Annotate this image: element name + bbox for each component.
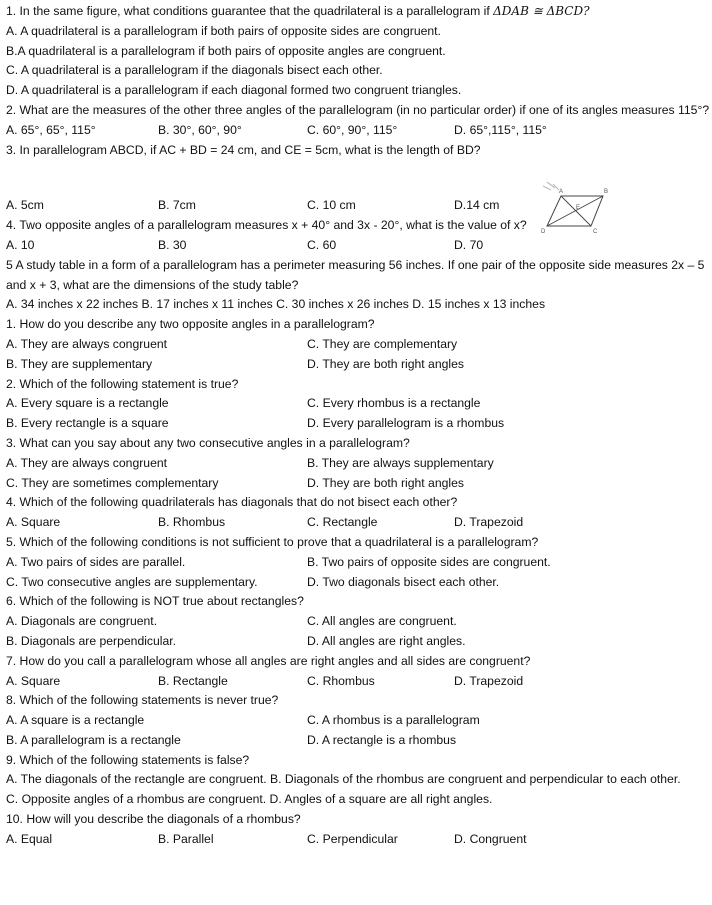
part2-question-3-stem: 3. What can you say about any two consecutive angles in a parallelogram? <box>6 435 410 450</box>
part2-question-2-row-1 <box>6 394 710 414</box>
question-2-option-a: A. 65°, 65°, 115° <box>6 122 96 137</box>
part2-question-6-option-c: C. All angles are congruent. <box>307 614 457 629</box>
part2-question-3-row-1 <box>6 454 710 474</box>
part2-question-6-row-1 <box>6 612 710 632</box>
question-2-option-d: D. 65°,115°, 115° <box>454 122 547 137</box>
question-3-stem: 3. In parallelogram ABCD, if AC + BD = 24 cm, and CE = 5cm, what is the length of BD? <box>6 142 481 157</box>
question-1-option-a: A. A quadrilateral is a parallelogram if both pairs of opposite sides are congruent. <box>6 23 441 38</box>
part2-question-10-option-b: B. Parallel <box>158 831 214 846</box>
question-2-stem: 2. What are the measures of the other three angles of the parallelogram (in no particular order) if one of its angles measures 115°? <box>6 102 710 117</box>
question-3-option-c: C. 10 cm <box>307 198 356 213</box>
question-1 <box>6 2 710 22</box>
part2-question-5-stem: 5. Which of the following conditions is not sufficient to prove that a quadrilateral is a parallelogram? <box>6 534 539 549</box>
part2-question-1-row-1 <box>6 335 710 355</box>
question-2-options <box>6 121 710 141</box>
part2-question-5-row-2 <box>6 573 710 593</box>
part2-question-8-option-d: D. A rectangle is a rhombus <box>307 732 457 747</box>
question-4-option-d: D. 70 <box>454 237 484 252</box>
part2-question-8-option-b: B. A parallelogram is a rectangle <box>6 732 181 747</box>
question-1-option-b: B.A quadrilateral is a parallelogram if both pairs of opposite angles are congruent. <box>6 43 446 58</box>
question-3-option-b: B. 7cm <box>158 198 196 213</box>
part2-question-4-option-d: D. Trapezoid <box>454 515 524 530</box>
part2-question-1-option-d: D. They are both right angles <box>307 356 464 371</box>
part2-question-10-options <box>6 830 710 850</box>
diagonal-bd <box>547 196 603 226</box>
question-3-option-d: D.14 cm <box>454 198 500 213</box>
part2-question-10-option-c: C. Perpendicular <box>307 831 398 846</box>
question-4-option-c: C. 60 <box>307 237 337 252</box>
part2-question-3-option-c: C. They are sometimes complementary <box>6 475 219 490</box>
part2-question-6-option-d: D. All angles are right angles. <box>307 633 466 648</box>
vertex-label-a: A <box>559 189 564 195</box>
question-1-congruence: ΔDAB ≅ ΔBCD? <box>493 4 590 18</box>
question-5-stem: 5 A study table in a form of a parallelogram has a perimeter measuring 56 inches. If one pair of the opposite side measures 2x – 5 and x + 3, what are the dimensions of the study table? <box>6 257 705 292</box>
parallelogram-figure <box>535 178 615 238</box>
question-5-options: A. 34 inches x 22 inches B. 17 inches x 11 inches C. 30 inches x 26 inches D. 15 inches x 13 inches <box>6 297 546 312</box>
part2-question-6-row-2 <box>6 632 710 652</box>
question-4-option-a: A. 10 <box>6 237 35 252</box>
part2-question-10-stem: 10. How will you describe the diagonals of a rhombus? <box>6 812 301 827</box>
part2-question-2-row-2 <box>6 414 710 434</box>
vertex-label-b: B <box>604 189 609 195</box>
question-1-option-c: C. A quadrilateral is a parallelogram if the diagonals bisect each other. <box>6 63 383 78</box>
part2-question-7-stem: 7. How do you call a parallelogram whose all angles are right angles and all sides are congruent? <box>6 653 531 668</box>
part2-question-4-option-c: C. Rectangle <box>307 515 378 530</box>
question-4-stem: 4. Two opposite angles of a parallelogram measures x + 40° and 3x - 20°, what is the value of x? <box>6 218 527 233</box>
part2-question-2-option-c: C. Every rhombus is a rectangle <box>307 396 481 411</box>
part2-question-9-options-cd: C. Opposite angles of a rhombus are congruent. D. Angles of a square are all right angles. <box>6 792 493 807</box>
scribble-mark <box>543 182 559 190</box>
part2-question-1-option-a: A. They are always congruent <box>6 336 168 351</box>
part2-question-2-option-a: A. Every square is a rectangle <box>6 396 169 411</box>
part2-question-4-options <box>6 513 710 533</box>
part2-question-6-option-b: B. Diagonals are perpendicular. <box>6 633 177 648</box>
part2-question-1-option-b: B. They are supplementary <box>6 356 153 371</box>
question-2-option-b: B. 30°, 60°, 90° <box>158 122 242 137</box>
part2-question-7-option-b: B. Rectangle <box>158 673 228 688</box>
part2-question-2-stem: 2. Which of the following statement is true? <box>6 376 239 391</box>
part2-question-3-option-a: A. They are always congruent <box>6 455 168 470</box>
part2-question-3-option-d: D. They are both right angles <box>307 475 464 490</box>
part2-question-10-option-a: A. Equal <box>6 831 53 846</box>
question-1-stem: 1. In the same figure, what conditions guarantee that the quadrilateral is a parallelogram if <box>6 4 494 18</box>
part2-question-1-stem: 1. How do you describe any two opposite angles in a parallelogram? <box>6 317 375 332</box>
part2-question-2-option-d: D. Every parallelogram is a rhombus <box>307 416 505 431</box>
question-3-option-a: A. 5cm <box>6 198 44 213</box>
part2-question-8-stem: 8. Which of the following statements is never true? <box>6 693 279 708</box>
question-4-option-b: B. 30 <box>158 237 187 252</box>
question-4-options <box>6 236 710 256</box>
vertex-label-c: C <box>593 229 598 235</box>
part2-question-8-option-a: A. A square is a rectangle <box>6 713 145 728</box>
part2-question-6-option-a: A. Diagonals are congruent. <box>6 614 158 629</box>
part2-question-10-option-d: D. Congruent <box>454 831 527 846</box>
part2-question-9-options-ab: A. The diagonals of the rectangle are congruent. B. Diagonals of the rhombus are congruent and perpendicular to each other. <box>6 772 681 787</box>
part2-question-8-option-c: C. A rhombus is a parallelogram <box>307 713 480 728</box>
part2-question-3-row-2 <box>6 474 710 494</box>
part2-question-7-option-c: C. Rhombus <box>307 673 375 688</box>
question-2-option-c: C. 60°, 90°, 115° <box>307 122 398 137</box>
part2-question-7-options <box>6 672 710 692</box>
part2-question-5-option-b: B. Two pairs of opposite sides are congruent. <box>307 554 551 569</box>
part2-question-1-option-c: C. They are complementary <box>307 336 458 351</box>
part2-question-6-stem: 6. Which of the following is NOT true about rectangles? <box>6 594 304 609</box>
part2-question-4-stem: 4. Which of the following quadrilaterals has diagonals that do not bisect each other? <box>6 495 458 510</box>
vertex-label-d: D <box>541 229 546 235</box>
part2-questions-1-3 <box>6 315 710 493</box>
part2-question-9-stem: 9. Which of the following statements is false? <box>6 752 250 767</box>
part2-question-8-row-1 <box>6 711 710 731</box>
sketch-marks <box>543 182 559 190</box>
part2-question-5-row-1 <box>6 553 710 573</box>
part2-question-8-row-2 <box>6 731 710 751</box>
part2-question-1-row-2 <box>6 355 710 375</box>
part2-question-5-option-c: C. Two consecutive angles are supplementary. <box>6 574 258 589</box>
worksheet <box>6 2 710 850</box>
part2-question-5-option-d: D. Two diagonals bisect each other. <box>307 574 500 589</box>
part2-question-4-option-a: A. Square <box>6 515 61 530</box>
center-label-e: E <box>576 205 581 211</box>
part2-question-7-option-d: D. Trapezoid <box>454 673 524 688</box>
diagonal-ac <box>561 196 591 226</box>
part2-question-5-option-a: A. Two pairs of sides are parallel. <box>6 554 186 569</box>
part2-question-3-option-b: B. They are always supplementary <box>307 455 494 470</box>
part2-question-7-option-a: A. Square <box>6 673 61 688</box>
question-1-option-d: D. A quadrilateral is a parallelogram if each diagonal formed two congruent triangles. <box>6 83 462 98</box>
part2-question-4-option-b: B. Rhombus <box>158 515 226 530</box>
part2-question-2-option-b: B. Every rectangle is a square <box>6 416 169 431</box>
